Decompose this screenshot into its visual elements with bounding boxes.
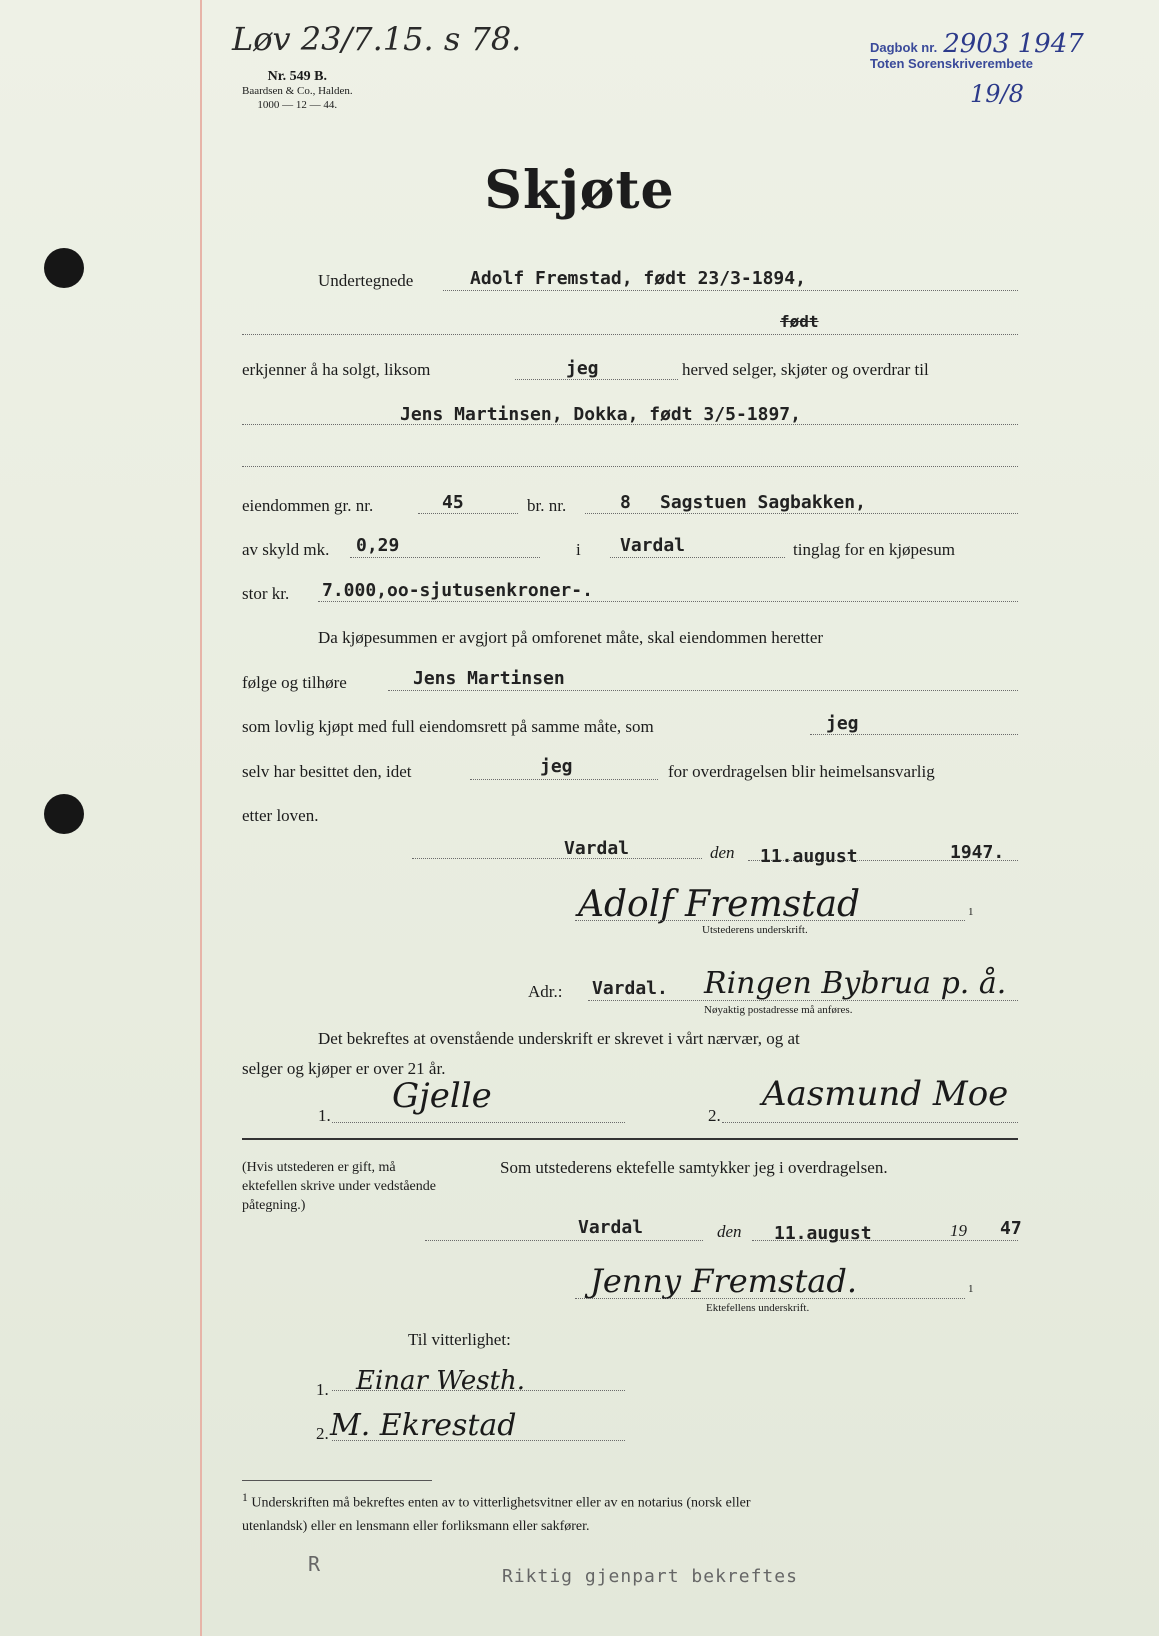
punch-hole — [44, 248, 84, 288]
spouse-signature-label: Ektefellens underskrift. — [706, 1302, 810, 1314]
eiendommen-label: eiendommen gr. nr. — [242, 496, 374, 515]
tinglag-place-field: Vardal — [620, 535, 686, 556]
vitterlighet-label: Til vitterlighet: — [408, 1330, 511, 1349]
fill-line — [610, 557, 785, 558]
vitterlighet-signature-1: Einar Westh. — [356, 1366, 526, 1396]
fill-line — [425, 1240, 703, 1241]
stamp-label: Dagbok nr. — [870, 40, 938, 55]
pronoun-field: jeg — [566, 358, 599, 379]
spouse-year-prefix: 19 — [950, 1221, 967, 1240]
spouse-note: (Hvis utstederen er gift, må ektefellen skrive under vedstående påtegning.) — [242, 1160, 436, 1213]
skyld-label: av skyld mk. — [242, 540, 330, 559]
fill-line — [388, 690, 1018, 691]
lovlig-pronoun-field: jeg — [826, 713, 859, 734]
fill-line — [443, 290, 1018, 291]
fill-line — [350, 557, 540, 558]
spouse-place-field: Vardal — [578, 1217, 644, 1238]
punch-hole — [44, 794, 84, 834]
printer-name: Baardsen & Co., Halden. — [242, 85, 353, 97]
property-name-field: Sagstuen Sagbakken, — [660, 492, 866, 513]
printer-info — [242, 70, 353, 112]
signature-label: Utstederens underskrift. — [702, 924, 808, 936]
den-label: den — [710, 843, 735, 862]
br-nr-field: 8 — [620, 492, 631, 513]
witness-signature-2: Aasmund Moe — [762, 1074, 1009, 1114]
gr-nr-field: 45 — [442, 492, 464, 513]
fill-line — [515, 379, 678, 380]
witness-signature-1: Gjelle — [392, 1076, 492, 1116]
signature-line — [575, 1298, 965, 1299]
spouse-signature: Jenny Fremstad. — [590, 1262, 858, 1300]
fill-line — [470, 779, 658, 780]
fill-line — [412, 858, 702, 859]
footnote-mark: 1 — [968, 906, 974, 918]
spouse-year-field: 47 — [1000, 1218, 1022, 1239]
selv-text: selv har besittet den, idet — [242, 762, 412, 781]
signature-line — [332, 1122, 625, 1123]
buyer-field: Jens Martinsen, Dokka, født 3/5-1897, — [400, 404, 801, 425]
fill-line — [810, 734, 1018, 735]
vitterlighet-signature-2: M. Ekrestad — [330, 1408, 517, 1443]
folge-label: følge og tilhøre — [242, 673, 347, 692]
signature-line — [722, 1122, 1018, 1123]
witness-number-1: 1. — [318, 1106, 331, 1125]
stamp-office: Toten Sorenskriverembete — [870, 56, 1034, 71]
tinglag-text: tinglag for en kjøpesum — [793, 540, 955, 559]
etter-loven-text: etter loven. — [242, 806, 319, 825]
i-label: i — [576, 540, 581, 559]
br-nr-label: br. nr. — [527, 496, 567, 515]
footnote-mark: 1 — [968, 1283, 974, 1295]
address-typed-field: Vardal. — [592, 978, 668, 999]
skyld-field: 0,29 — [356, 535, 400, 556]
date-field: 11.august — [760, 846, 858, 867]
bottom-stamp: Riktig gjenpart bekreftes — [502, 1566, 798, 1587]
document-title: Skjøte — [484, 160, 675, 221]
herved-text: herved selger, skjøter og overdrar til — [682, 360, 929, 379]
address-handwritten: Ringen Bybrua p. å. — [704, 966, 1007, 1001]
erkjenner-text: erkjenner å ha solgt, liksom — [242, 360, 431, 379]
certification-text-2: selger og kjøper er over 21 år. — [242, 1059, 446, 1078]
fill-line — [418, 513, 518, 514]
folge-name-field: Jens Martinsen — [413, 668, 565, 689]
divider-rule — [242, 1138, 1018, 1140]
footnote-rule — [242, 1480, 432, 1481]
fill-line — [585, 513, 1018, 514]
handwritten-reference: Løv 23/7.15. s 78. — [232, 20, 522, 58]
vitterlighet-number-1: 1. — [316, 1380, 329, 1399]
vitterlighet-number-2: 2. — [316, 1424, 329, 1443]
diary-stamp — [870, 29, 1084, 108]
footnote — [242, 1486, 750, 1538]
lovlig-text: som lovlig kjøpt med full eiendomsrett på samme måte, som — [242, 717, 654, 736]
signature-line — [332, 1390, 625, 1391]
address-label: Adr.: — [528, 982, 563, 1001]
seller-field: Adolf Fremstad, født 23/3-1894, — [470, 268, 806, 289]
seller-note: født — [780, 312, 819, 331]
overdragelsen-text: for overdragelsen blir heimelsansvarlig — [668, 762, 935, 781]
printer-number: Nr. 549 B. — [267, 69, 327, 84]
selv-pronoun-field: jeg — [540, 756, 573, 777]
fill-line — [242, 334, 1018, 335]
address-note: Nøyaktig postadresse må anføres. — [704, 1004, 853, 1016]
paragraph-text: Da kjøpesummen er avgjort på omforenet måte, skal eiendommen heretter — [318, 628, 824, 647]
sum-field: 7.000,oo-sjutusenkroner-. — [322, 580, 593, 601]
place-field: Vardal — [564, 838, 630, 859]
stamp-date: 19/8 — [970, 80, 1024, 108]
spouse-date-field: 11.august — [774, 1223, 872, 1244]
year-field: 1947. — [950, 842, 1005, 863]
fill-line — [318, 601, 1018, 602]
signature-line — [575, 920, 965, 921]
margin-line — [200, 0, 202, 1636]
undertegnede-label: Undertegnede — [318, 271, 414, 290]
stor-kr-label: stor kr. — [242, 584, 290, 603]
footnote-superscript: 1 — [242, 1491, 248, 1504]
stamp-number: 2903 1947 — [943, 29, 1084, 59]
signature-line — [332, 1440, 625, 1441]
bottom-stamp-left: R — [308, 1552, 321, 1576]
spouse-consent-text: Som utstederens ektefelle samtykker jeg i overdragelsen. — [500, 1158, 888, 1177]
certification-text: Det bekreftes at ovenstående underskrift er skrevet i vårt nærvær, og at — [318, 1029, 800, 1048]
footnote-text-2: utenlandsk) eller en lensmann eller forliksmann eller sakfører. — [242, 1518, 590, 1534]
footnote-text-1: Underskriften må bekreftes enten av to vitterlighetsvitner eller av en notarius (norsk eller — [251, 1495, 751, 1511]
spouse-den-label: den — [717, 1222, 742, 1241]
fill-line — [242, 466, 1018, 467]
fill-line — [242, 424, 1018, 425]
witness-number-2: 2. — [708, 1106, 721, 1125]
printer-code: 1000 — 12 — 44. — [257, 99, 338, 111]
seller-signature: Adolf Fremstad — [578, 884, 861, 925]
